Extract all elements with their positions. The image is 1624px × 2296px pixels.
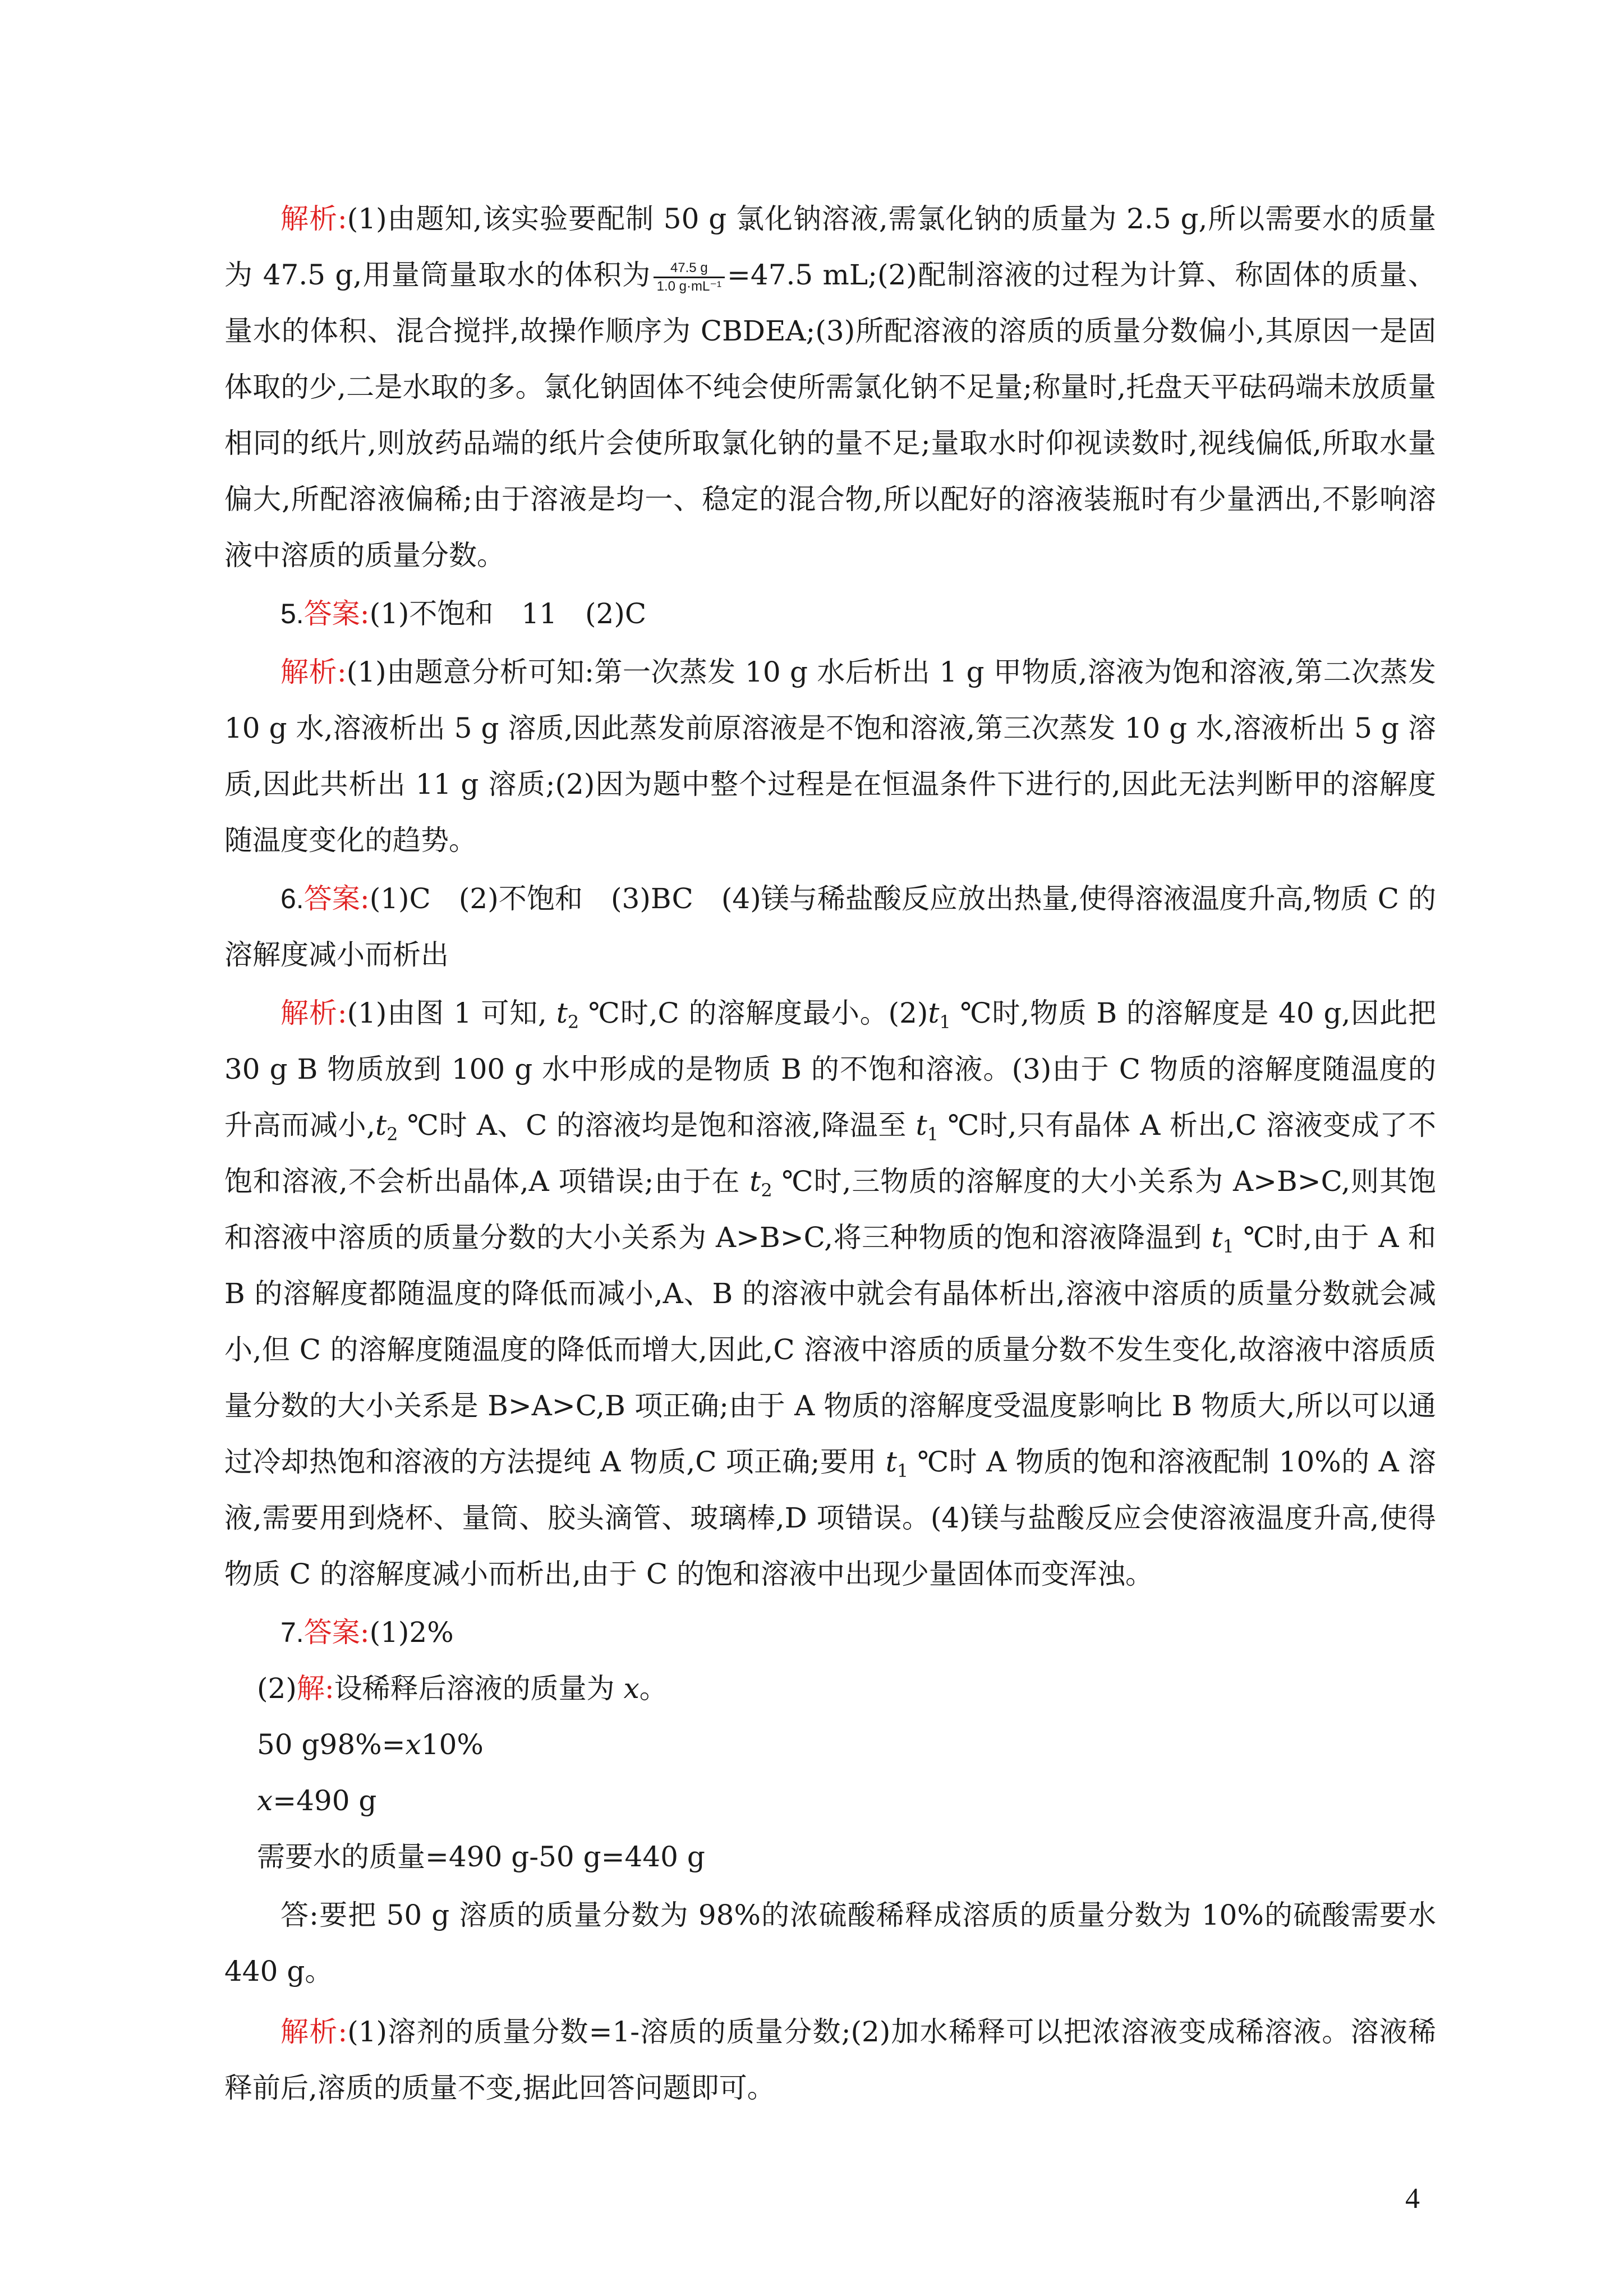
equation-line xyxy=(224,1773,1436,1829)
explanation-label: 解析: xyxy=(280,997,347,1029)
solution-line xyxy=(224,1660,1436,1717)
subscript: 1 xyxy=(927,1124,938,1145)
subscript: 2 xyxy=(761,1180,772,1201)
explanation-text: (1)溶剂的质量分数=1-溶质的质量分数;(2)加水稀释可以把浓溶液变成稀溶液。溶液稀释前后,溶质的质量不变,据此回答问题即可。 xyxy=(224,2016,1436,2104)
solution-prefix: (2) xyxy=(257,1672,297,1705)
explanation-text: ℃时 A、C 的溶液均是饱和溶液,降温至 xyxy=(398,1109,916,1142)
explanation-text: ℃时 A 物质的饱和溶液配制 10%的 A 溶液,需要用到烧杯、量筒、胶头滴管、玻璃棒,D 项错误。(4)镁与盐酸反应会使溶液温度升高,使得物质 C 的溶解度减小而析出,由于 C 的饱和溶液中出现少量固体而变浑浊。 xyxy=(224,1446,1436,1590)
question-number: 6. xyxy=(280,883,304,914)
explanation-text: ℃时,由于 A 和 B 的溶解度都随温度的降低而减小,A、B 的溶液中就会有晶体析出,溶液中溶质的质量分数就会减小,但 C 的溶解度随温度的降低而增大,因此,C 溶液中溶质的质量分数不发生变化,故溶液中溶质质量分数的大小关系是 B>A>C,B 项正确;由于 A 物质的溶解度受温度影响比 B 物质大,所以可以通过冷却热饱和溶液的方法提纯 A 物质,C 项正确;要用 xyxy=(224,1221,1437,1478)
explanation-q6 xyxy=(224,985,1436,1602)
equation-text: 50 g98%= xyxy=(257,1728,406,1761)
explanation-q5 xyxy=(224,644,1436,868)
variable-x: x xyxy=(623,1672,640,1705)
explanation-label: 解析: xyxy=(280,203,347,235)
answer-label: 答案: xyxy=(303,882,370,915)
explanation-text: ℃时,物质 B 的溶解度是 40 g,因此把 30 g B 物质放到 100 g 水中形成的是物质 B 的不饱和溶液。(3)由于 C 物质的溶解度随温度的升高而减小, xyxy=(224,997,1436,1142)
subscript: 1 xyxy=(1222,1236,1234,1257)
explanation-text: ℃时,只有晶体 A 析出,C 溶液变成了不饱和溶液,不会析出晶体,A 项错误;由于在 xyxy=(224,1109,1436,1198)
answer-text: (1)C (2)不饱和 (3)BC (4)镁与稀盐酸反应放出热量,使得溶液温度升高,物质 C 的溶解度减小而析出 xyxy=(224,882,1436,971)
temperature-symbol: t xyxy=(556,997,568,1029)
answer-q7 xyxy=(224,1604,1436,1660)
question-number: 7. xyxy=(280,1617,304,1648)
explanation-text: (1)由图 1 可知, xyxy=(347,997,547,1029)
answer-text: (1)2% xyxy=(369,1616,454,1649)
explanation-q7 xyxy=(224,2004,1436,2116)
explanation-label: 解析: xyxy=(280,656,347,688)
explanation-text: =47.5 mL;(2)配制溶液的过程为计算、称固体的质量、量水的体积、混合搅拌,故操作顺序为 CBDEA;(3)所配溶液的溶质的质量分数偏小,其原因一是固体取的少,二是水取的多。氯化钠固体不纯会使所需氯化钠不足量;称量时,托盘天平砝码端未放质量相同的纸片,则放药品端的纸片会使所取氯化钠的量不足;量取水时仰视读数时,视线偏低,所取水量偏大,所配溶液偏稀;由于溶液是均一、稳定的混合物,所以配好的溶液装瓶时有少量洒出,不影响溶液中溶质的质量分数。 xyxy=(224,259,1437,572)
temperature-symbol: t xyxy=(749,1165,761,1198)
explanation-q4 xyxy=(224,191,1436,583)
final-answer: 答:要把 50 g 溶质的质量分数为 98%的浓硫酸稀释成溶质的质量分数为 10%的硫酸需要水 440 g。 xyxy=(224,1899,1436,1987)
question-number: 5. xyxy=(280,598,304,629)
explanation-text: (1)由题意分析可知:第一次蒸发 10 g 水后析出 1 g 甲物质,溶液为饱和溶液,第二次蒸发 10 g 水,溶液析出 5 g 溶质,因此蒸发前原溶液是不饱和溶液,第三次蒸发 10 g 水,溶液析出 5 g 溶质,因此共析出 11 g 溶质;(2)因为题中整个过程是在恒温条件下进行的,因此无法判断甲的溶解度随温度变化的趋势。 xyxy=(224,656,1436,857)
temperature-symbol: t xyxy=(885,1446,897,1478)
temperature-symbol: t xyxy=(1211,1221,1223,1254)
solution-text: 设稀释后溶液的质量为 xyxy=(334,1672,624,1705)
equation-text: 10% xyxy=(421,1728,484,1761)
answer-label: 答案: xyxy=(303,1616,370,1649)
temperature-symbol: t xyxy=(928,997,940,1029)
page-number: 4 xyxy=(1405,2183,1420,2215)
temperature-symbol: t xyxy=(375,1109,387,1142)
explanation-label: 解析: xyxy=(280,2016,348,2048)
variable-x: x xyxy=(405,1728,421,1761)
answer-label: 答案: xyxy=(303,597,370,630)
subscript: 1 xyxy=(896,1460,909,1481)
document-body xyxy=(224,191,1436,2116)
fraction-numerator: 47.5 g xyxy=(654,260,725,278)
equation-text: =490 g xyxy=(273,1784,377,1817)
equation-line: 需要水的质量=490 g-50 g=440 g xyxy=(257,1841,705,1873)
subscript: 2 xyxy=(567,1011,579,1033)
explanation-text: (1)由题知,该实验要配制 50 g 氯化钠溶液,需氯化钠的质量为 2.5 g,所以需要水的质量为 47.5 g,用量筒量取水的体积为 xyxy=(224,203,1436,291)
answer-q6 xyxy=(224,871,1436,983)
explanation-text: ℃时,三物质的溶解度的大小关系为 A>B>C,则其饱和溶液中溶质的质量分数的大小关系为 A>B>C,将三种物质的饱和溶液降温到 xyxy=(224,1165,1436,1254)
fraction xyxy=(654,260,725,295)
answer-text: (1)不饱和 11 (2)C xyxy=(369,597,647,630)
temperature-symbol: t xyxy=(915,1109,927,1142)
explanation-text: ℃时,C 的溶解度最小。(2) xyxy=(579,997,928,1029)
subscript: 2 xyxy=(387,1124,398,1145)
variable-x: x xyxy=(257,1784,273,1817)
subscript: 1 xyxy=(939,1011,951,1033)
solution-text: 。 xyxy=(639,1672,668,1705)
equation-line xyxy=(224,1717,1436,1773)
fraction-denominator: 1.0 g·mL⁻¹ xyxy=(656,278,721,294)
solution-label: 解: xyxy=(296,1672,334,1705)
answer-q5 xyxy=(224,586,1436,642)
